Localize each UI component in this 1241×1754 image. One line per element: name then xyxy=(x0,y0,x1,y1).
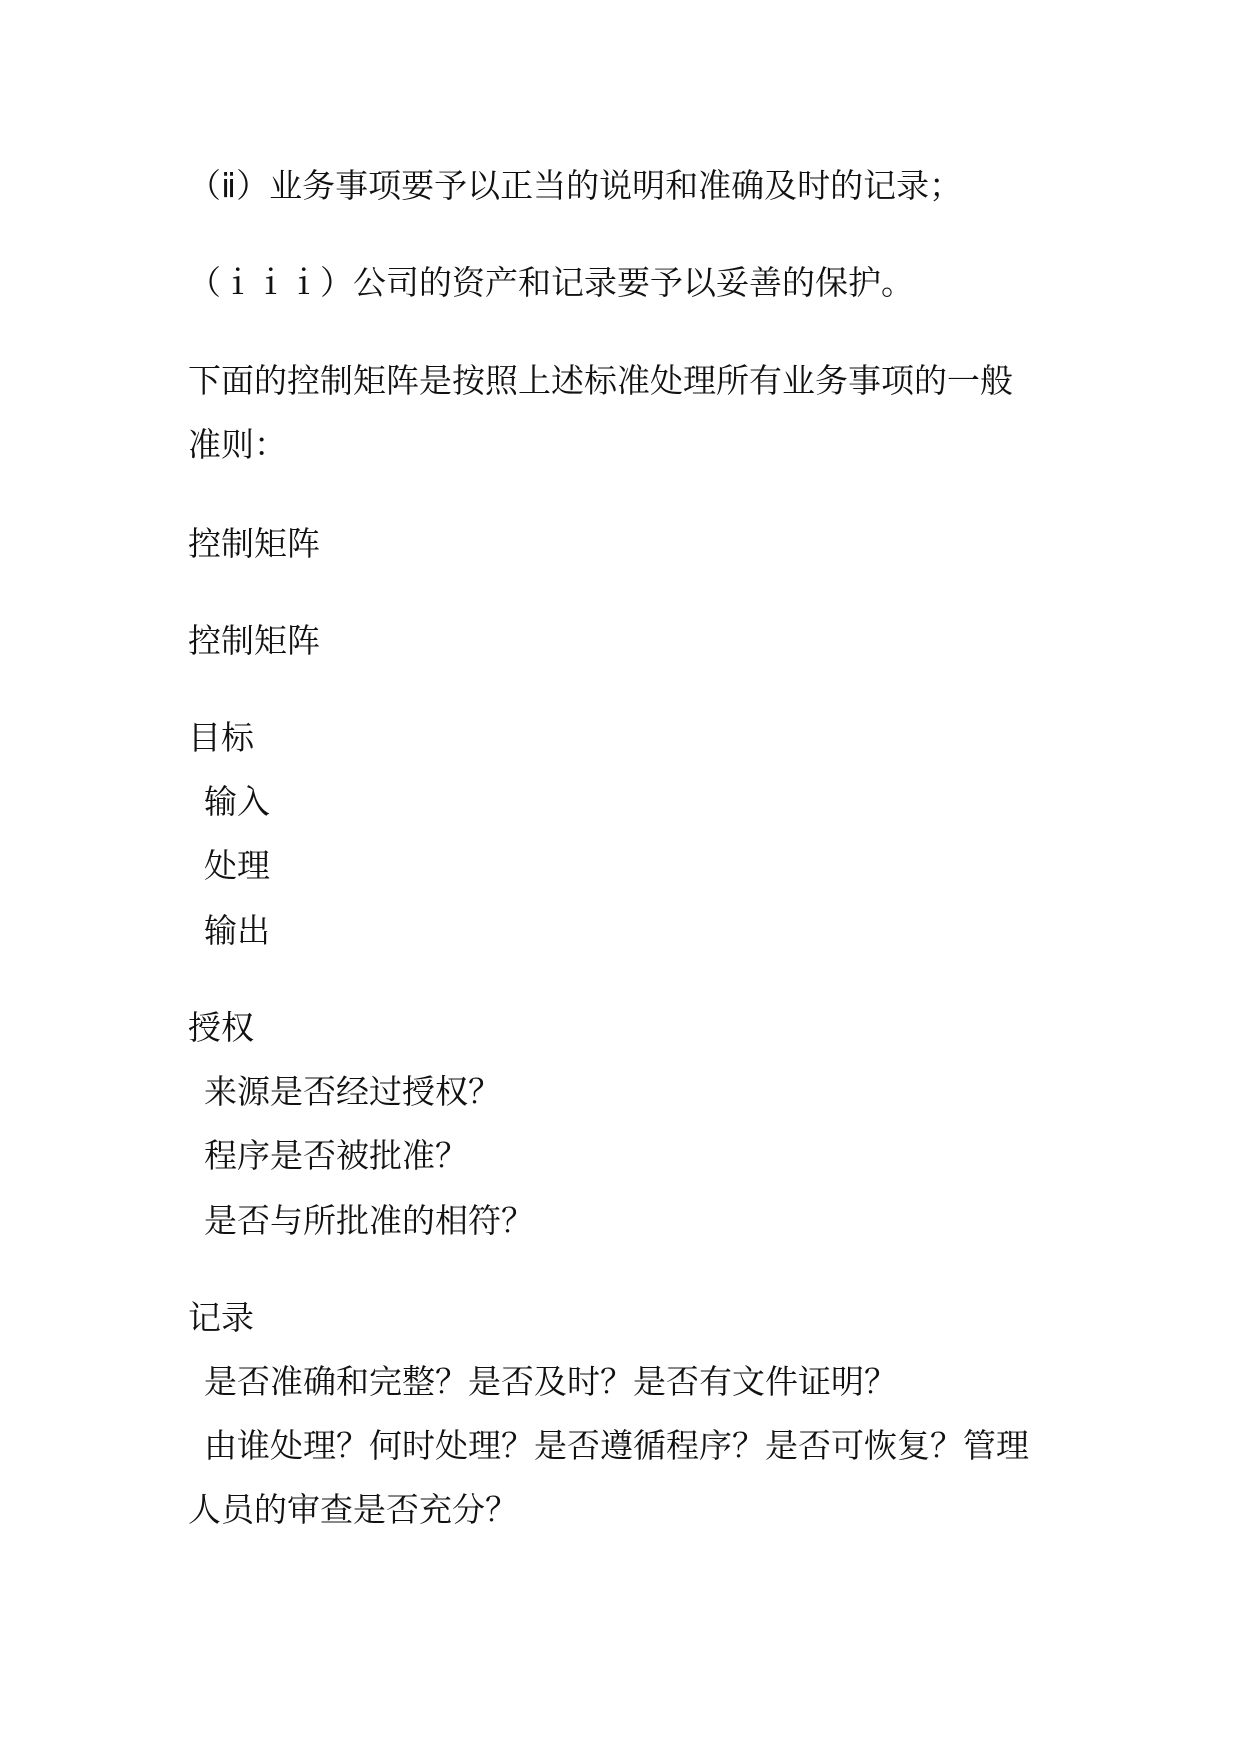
matrix-heading-repeat: 控制矩阵 xyxy=(188,621,320,660)
objective-item-output: 输出 xyxy=(204,911,270,950)
objective-item-processing: 处理 xyxy=(204,846,270,885)
authorization-item-procedure: 程序是否被批准？ xyxy=(204,1136,468,1175)
matrix-heading: 控制矩阵 xyxy=(188,524,320,563)
criteria-iii: （ｉｉｉ）公司的资产和记录要予以妥善的保护。 xyxy=(188,263,914,302)
authorization-item-conformity: 是否与所批准的相符？ xyxy=(204,1201,534,1240)
record-item-processing-line-2: 人员的审查是否充分？ xyxy=(188,1490,518,1529)
intro-paragraph-line-1: 下面的控制矩阵是按照上述标准处理所有业务事项的一般 xyxy=(188,361,1013,400)
record-item-accuracy: 是否准确和完整？是否及时？是否有文件证明？ xyxy=(204,1362,897,1401)
objective-label: 目标 xyxy=(188,718,254,757)
record-item-processing-line-1: 由谁处理？何时处理？是否遵循程序？是否可恢复？管理 xyxy=(204,1426,1029,1465)
authorization-label: 授权 xyxy=(188,1008,254,1047)
record-label: 记录 xyxy=(188,1298,254,1337)
objective-item-input: 输入 xyxy=(204,782,270,821)
criteria-ii: （ⅱ）业务事项要予以正当的说明和准确及时的记录； xyxy=(188,166,963,205)
authorization-item-source: 来源是否经过授权？ xyxy=(204,1072,501,1111)
intro-paragraph-line-2: 准则： xyxy=(188,425,287,464)
